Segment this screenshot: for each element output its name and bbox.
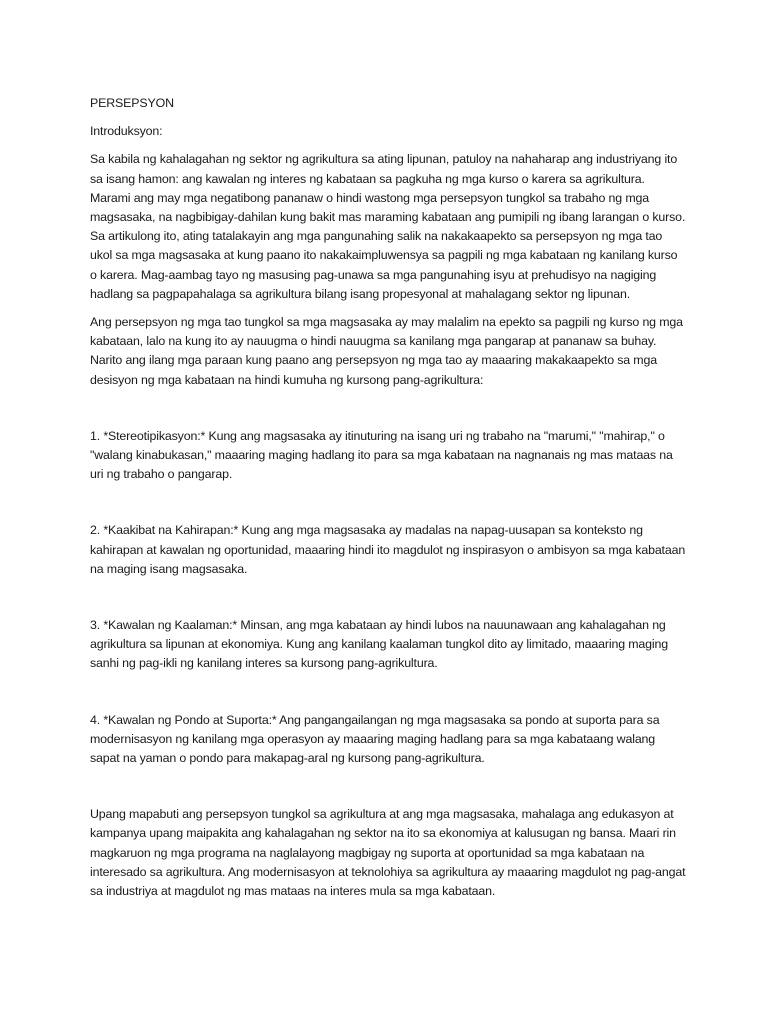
document-title: PERSEPSYON bbox=[90, 96, 174, 110]
paragraph-intro: Sa kabila ng kahalagahan ng sektor ng agrikultura sa ating lipunan, patuloy na nahaharap ang industriyang ito sa isang hamon: ang kawalan ng interes ng kabataan sa pagkuha ng mga kurso o karera sa agrikultura. Marami ang may mga negatibong pananaw o hindi wastong mga persepsyon tungkol sa trabaho ng mga magsasaka, na nagbibigay-dahilan kung bakit mas maraming kabataan ang pumipili ng ibang larangan o kurso. Sa artikulong ito, ating tatalakayin ang mga pangunahing salik na nakakaapekto sa persepsyon ng mga tao ukol sa mga magsasaka at kung paano ito nakakaimpluwensya sa pagpili ng mga kabataan ng kanilang kurso o karera. Mag-aambag tayo ng masusing pag-unawa sa mga pangunahing isyu at prehudisyo na nagiging hadlang sa pagpapahalaga sa agrikultura bilang isang propesyonal at mahalagang sektor ng lipunan. bbox=[90, 152, 686, 301]
paragraph-conclusion: Upang mapabuti ang persepsyon tungkol sa agrikultura at ang mga magsasaka, mahalaga ang edukasyon at kampanya upang maipakita ang kahalagahan ng sektor na ito sa ekonomiya at kalusugan ng bansa. Maari rin magkaruon ng mga programa na naglalayong magbigay ng suporta at oportunidad sa mga kabataan na interesado sa agrikultura. Ang modernisasyon at teknolohiya sa agrikultura ay maaaring magdulot ng pag-angat sa industriya at magdulot ng mas mataas na interes mula sa mga kabataan. bbox=[90, 807, 686, 899]
list-item-stereotyping: 1. *Stereotipikasyon:* Kung ang magsasaka ay itinuturing na isang uri ng trabaho na "marumi," "mahirap," o "walang kinabukasan," maaaring maging hadlang ito para sa mga kabataan na nagnanais ng mas mataas na uri ng trabaho o pangarap. bbox=[90, 428, 673, 482]
section-heading-introduction: Introduksyon: bbox=[90, 124, 163, 139]
list-item-knowledge: 3. *Kawalan ng Kaalaman:* Minsan, ang mga kabataan ay hindi lubos na nauunawaan ang kahalagahan ng agrikultura sa lipunan at ekonomiya. Kung ang kanilang kaalaman tungkol dito ay limitado, maaaring maging sanhi ng pag-ikli ng kanilang interes sa kursong pang-agrikultura. bbox=[90, 618, 668, 671]
paragraph-perception: Ang persepsyon ng mga tao tungkol sa mga magsasaka ay may malalim na epekto sa pagpili ng kurso ng mga kabataan, lalo na kung ito ay nauugma o hindi nauugma sa kanilang mga pangarap at pananaw sa buhay. Narito ang ilang mga paraan kung paano ang persepsyon ng mga tao ay maaaring makakaapekto sa mga desisyon ng mga kabataan na hindi kumuha ng kursong pang-agrikultura: bbox=[90, 315, 683, 387]
list-item-funding: 4. *Kawalan ng Pondo at Suporta:* Ang pangangailangan ng mga magsasaka sa pondo at suporta para sa modernisasyon ng kanilang mga operasyon ay maaaring maging hadlang para sa mga kabataang walang sapat na yaman o pondo para makapag-aral ng kursong pang-agrikultura. bbox=[90, 712, 660, 766]
document-body bbox=[90, 94, 686, 910]
list-item-poverty: 2. *Kaakibat na Kahirapan:* Kung ang mga magsasaka ay madalas na napag-uusapan sa konteksto ng kahirapan at kawalan ng oportunidad, maaaring hindi ito magdulot ng inspirasyon o ambisyon sa mga kabataan na maging isang magsasaka. bbox=[90, 523, 686, 576]
